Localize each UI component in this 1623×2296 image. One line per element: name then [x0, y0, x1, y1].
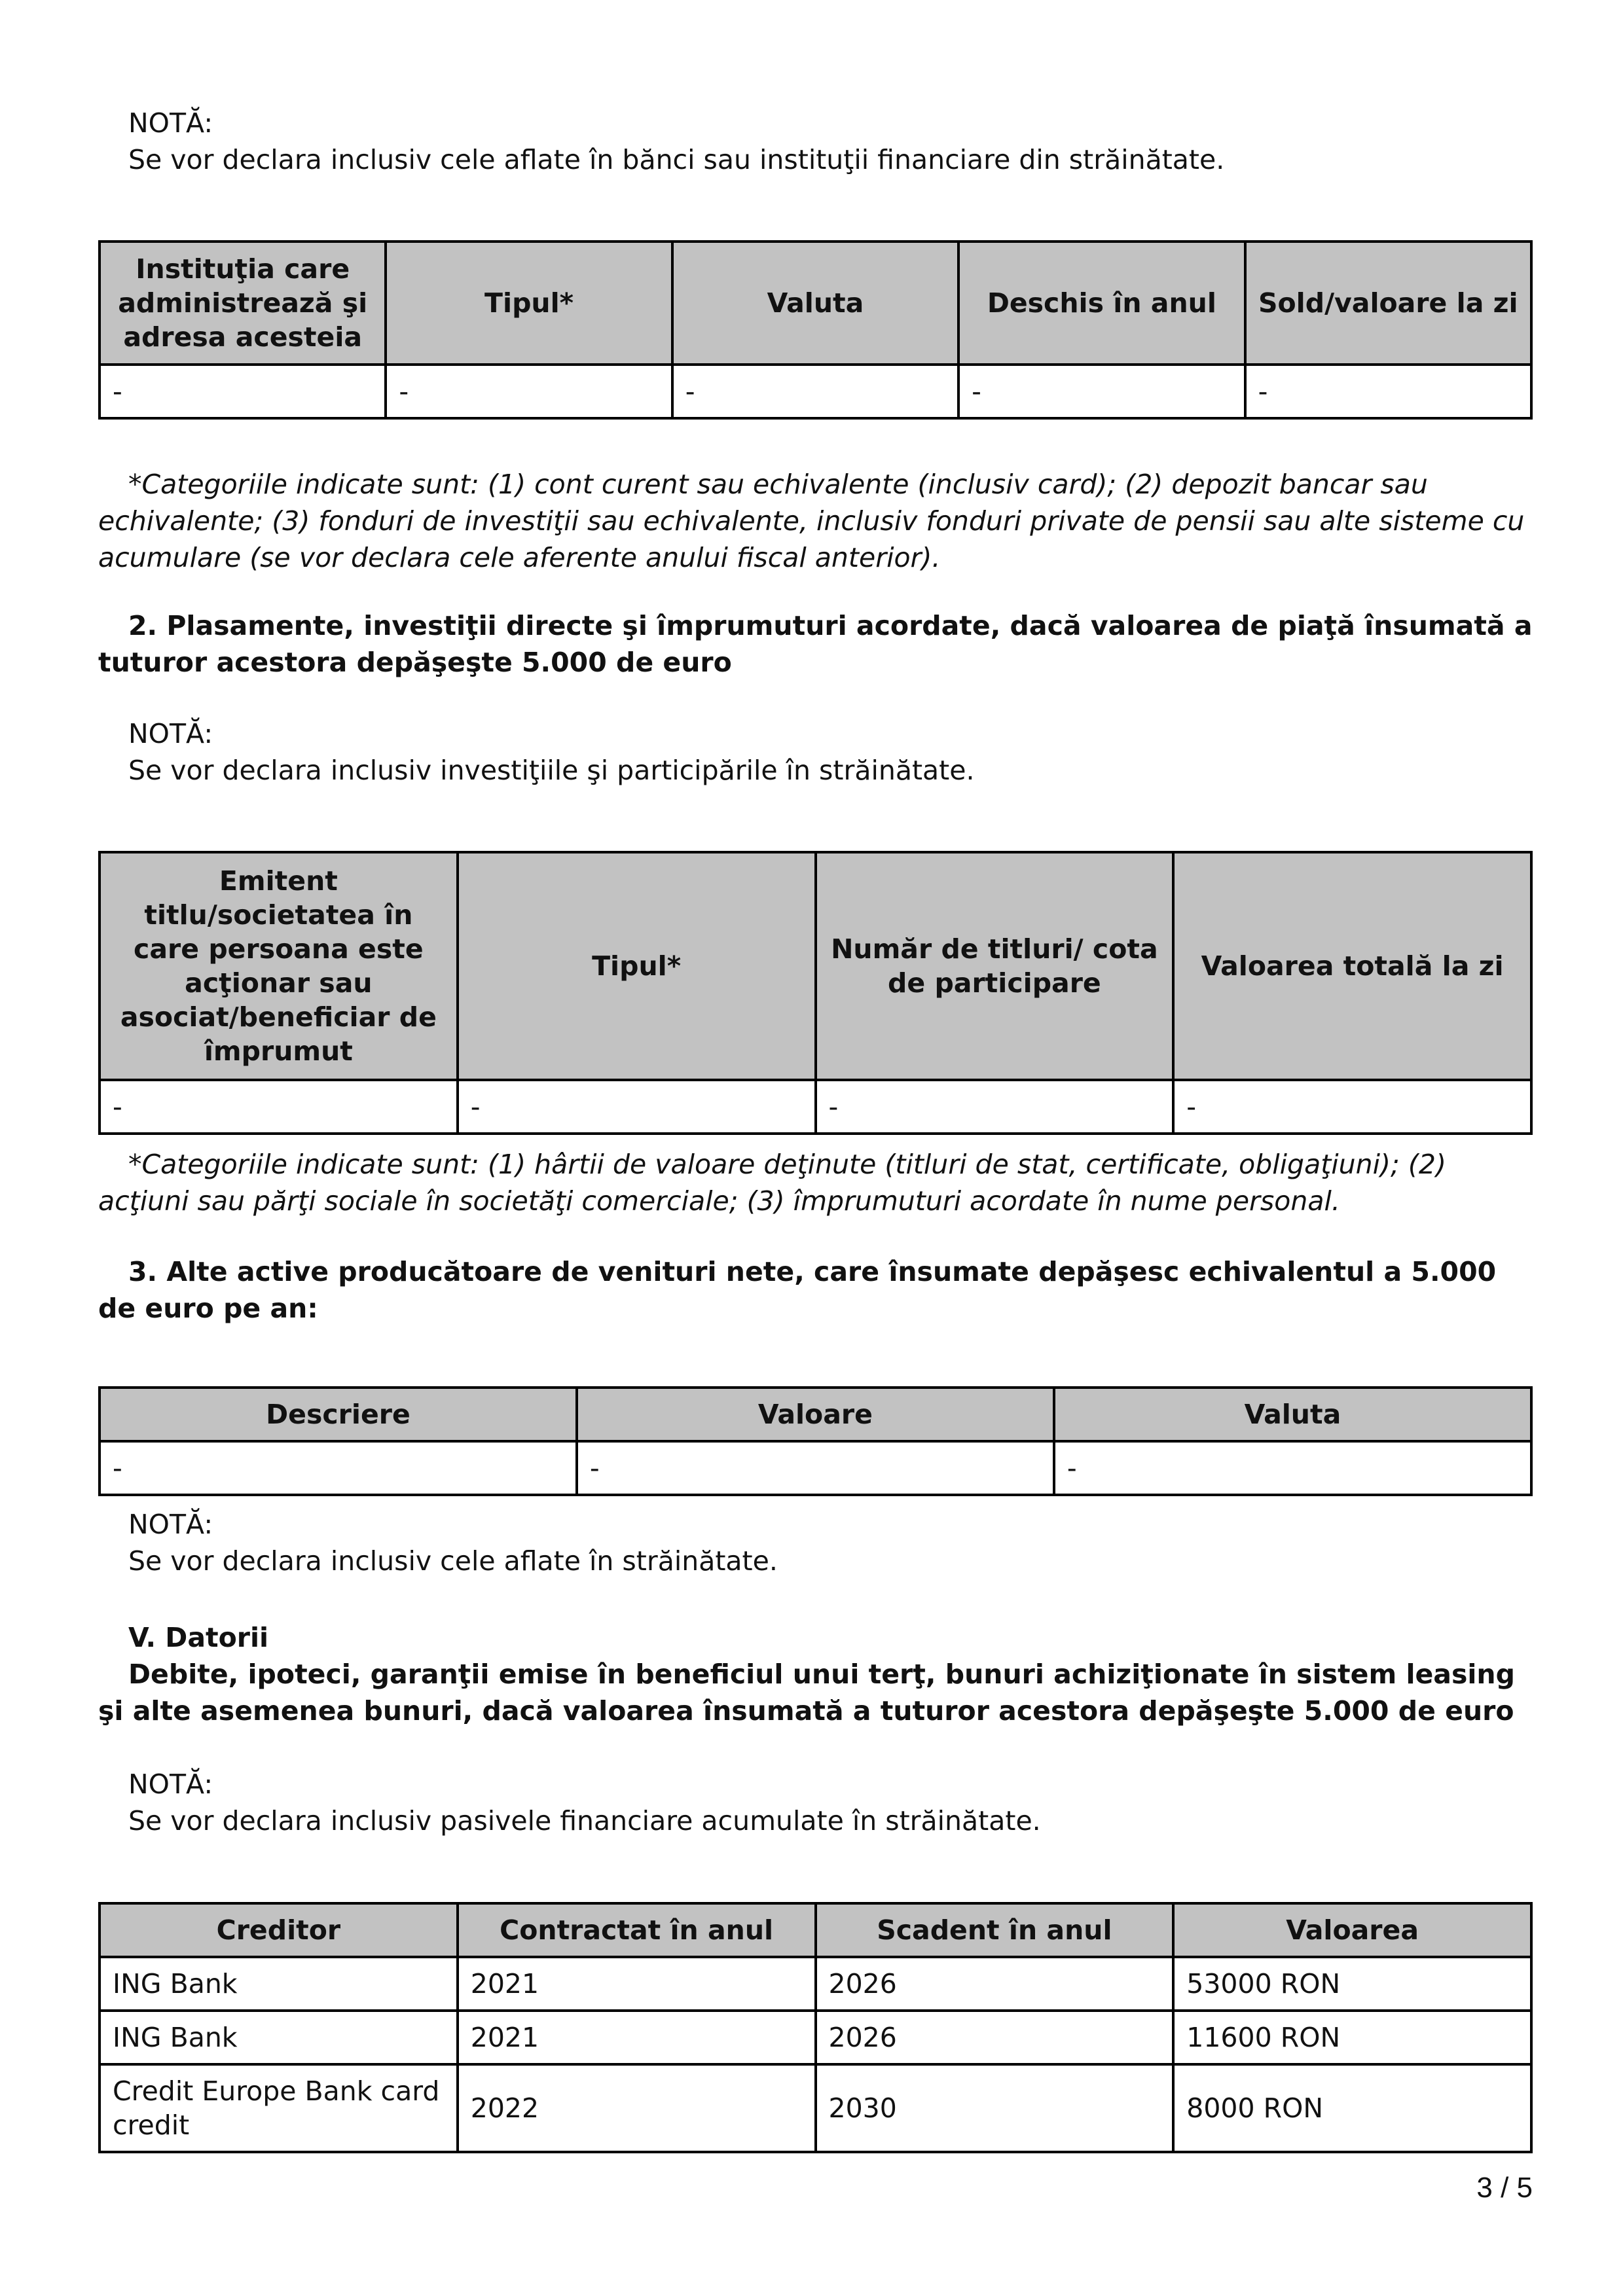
note-label: NOTĂ:	[128, 107, 213, 139]
table-row	[100, 2064, 1531, 2152]
footnote-section2	[98, 1146, 1533, 1219]
section2-heading: 2. Plasamente, investiţii directe şi împrumuturi acordate, dacă valoarea de piaţă însumată a tuturor acestora depăşeşte 5.000 de euro	[98, 610, 1533, 678]
table-cell: 11600 RON	[1173, 2011, 1531, 2064]
table-row	[100, 365, 1531, 418]
table-cell: 53000 RON	[1173, 1957, 1531, 2011]
note-text: Se vor declara inclusiv cele aflate în străinătate.	[128, 1545, 778, 1577]
section5-block	[98, 1619, 1533, 1729]
footnote-text: *Categoriile indicate sunt: (1) hârtii de valoare deţinute (titluri de stat, certificate, obligaţiuni); (2) acţiuni sau părţi sociale în societăţi comerciale; (3) împrumuturi acordate în nume personal.	[98, 1149, 1446, 1217]
note-section1	[98, 105, 1533, 178]
header-due-year: Scadent în anul	[816, 1903, 1174, 1957]
table-cell: -	[577, 1441, 1054, 1495]
header-shares-count: Număr de titluri/ cota de participare	[816, 852, 1174, 1080]
section5-title: V. Datorii	[128, 1622, 269, 1653]
table-cell: 2021	[458, 1957, 816, 2011]
header-type: Tipul*	[458, 852, 816, 1080]
section5-heading: Debite, ipoteci, garanţii emise în beneficiul unui terţ, bunuri achiziţionate în sistem leasing şi alte asemenea bunuri, dacă valoarea însumată a tuturor acestora depăşeşte 5.000 de euro	[98, 1659, 1515, 1727]
header-value: Valoare	[577, 1388, 1054, 1441]
header-creditor: Creditor	[100, 1903, 458, 1957]
table-cell: -	[1054, 1441, 1531, 1495]
header-currency: Valuta	[1054, 1388, 1531, 1441]
debts-table	[98, 1902, 1533, 2153]
table-cell: 8000 RON	[1173, 2064, 1531, 2152]
section3-heading: 3. Alte active producătoare de venituri nete, care însumate depăşesc echivalentul a 5.000 de euro pe an:	[98, 1256, 1497, 1324]
table-cell: -	[100, 1441, 577, 1495]
header-type: Tipul*	[386, 242, 672, 365]
table-cell: -	[458, 1080, 816, 1134]
table-row	[100, 1080, 1531, 1134]
table-header-row	[100, 1388, 1531, 1441]
table-cell: 2022	[458, 2064, 816, 2152]
header-amount: Valoarea	[1173, 1903, 1531, 1957]
other-assets-table	[98, 1386, 1533, 1496]
table-cell: -	[100, 1080, 458, 1134]
note-text: Se vor declara inclusiv pasivele financiare acumulate în străinătate.	[128, 1805, 1041, 1837]
note-label: NOTĂ:	[128, 1509, 213, 1540]
table-cell: -	[386, 365, 672, 418]
table-cell: -	[100, 365, 386, 418]
note-section2	[98, 715, 1533, 789]
section2-heading-block	[98, 607, 1533, 681]
header-institution: Instituţia care administrează şi adresa acesteia	[100, 242, 386, 365]
table-cell: -	[1173, 1080, 1531, 1134]
note-section3	[98, 1506, 1533, 1579]
note-text: Se vor declara inclusiv investiţiile şi participările în străinătate.	[128, 755, 975, 786]
table-cell: -	[816, 1080, 1174, 1134]
footnote-section1	[98, 466, 1533, 576]
table-cell: -	[672, 365, 958, 418]
table-cell: 2026	[816, 2011, 1174, 2064]
header-balance: Sold/valoare la zi	[1245, 242, 1531, 365]
page-number: 3 / 5	[1476, 2172, 1533, 2204]
table-cell: ING Bank	[100, 2011, 458, 2064]
table-row	[100, 1441, 1531, 1495]
section3-heading-block	[98, 1253, 1533, 1327]
table-header-row	[100, 1903, 1531, 1957]
table-header-row	[100, 852, 1531, 1080]
note-label: NOTĂ:	[128, 1768, 213, 1800]
header-currency: Valuta	[672, 242, 958, 365]
header-issuer: Emitent titlu/societatea în care persoana este acţionar sau asociat/beneficiar de împrumut	[100, 852, 458, 1080]
accounts-table	[98, 240, 1533, 420]
header-total-value: Valoarea totală la zi	[1173, 852, 1531, 1080]
table-cell: 2021	[458, 2011, 816, 2064]
note-label: NOTĂ:	[128, 718, 213, 749]
table-cell: -	[958, 365, 1245, 418]
table-cell: ING Bank	[100, 1957, 458, 2011]
table-cell: Credit Europe Bank card credit	[100, 2064, 458, 2152]
note-section5	[98, 1766, 1533, 1839]
investments-table	[98, 851, 1533, 1135]
table-row	[100, 2011, 1531, 2064]
table-cell: 2026	[816, 1957, 1174, 2011]
header-description: Descriere	[100, 1388, 577, 1441]
footnote-text: *Categoriile indicate sunt: (1) cont curent sau echivalente (inclusiv card); (2) depozit bancar sau echivalente; (3) fonduri de investiţii sau echivalente, inclusiv fonduri private de pensii sau alte sisteme cu acumulare (se vor declara cele aferente anului fiscal anterior).	[98, 469, 1525, 573]
header-opened-year: Deschis în anul	[958, 242, 1245, 365]
note-text: Se vor declara inclusiv cele aflate în bănci sau instituţii financiare din străinătate.	[128, 144, 1225, 175]
table-cell: -	[1245, 365, 1531, 418]
table-cell: 2030	[816, 2064, 1174, 2152]
header-contracted-year: Contractat în anul	[458, 1903, 816, 1957]
table-row	[100, 1957, 1531, 2011]
table-header-row	[100, 242, 1531, 365]
